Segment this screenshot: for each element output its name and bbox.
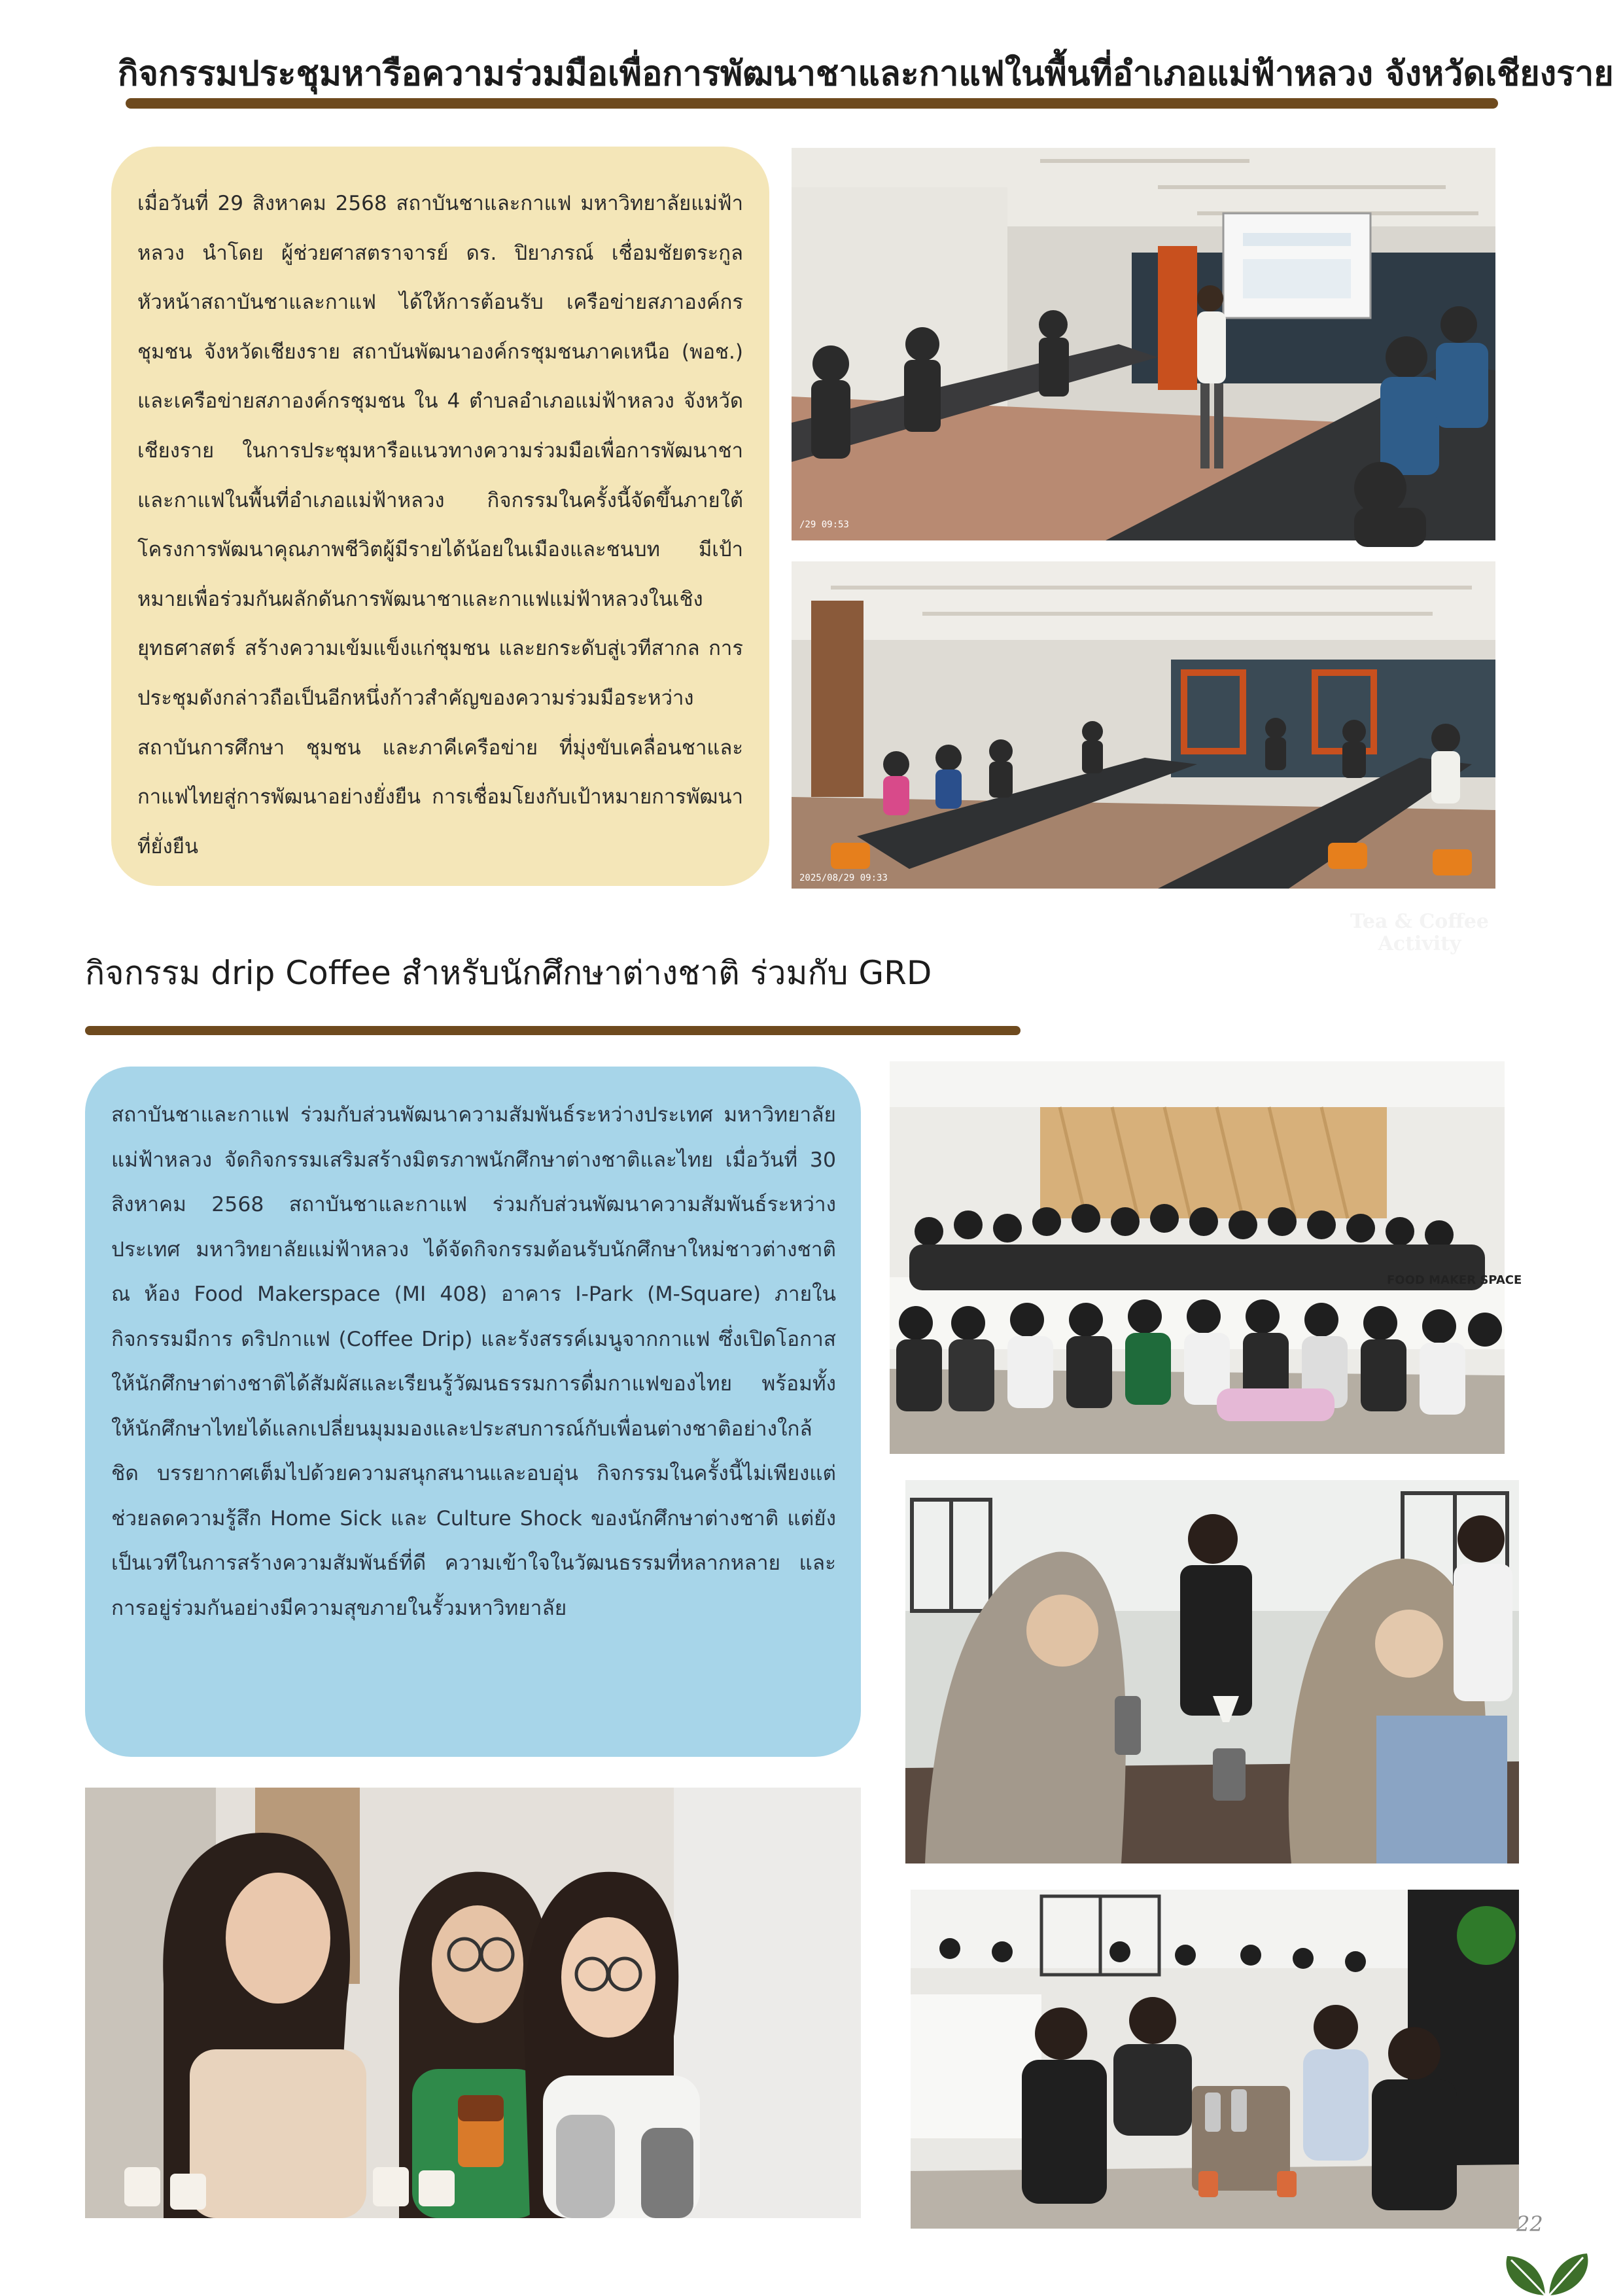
tea-leaf-icon: [1498, 2236, 1596, 2296]
title-underline: [85, 1026, 1021, 1035]
title-underline: [126, 98, 1498, 109]
section2-title: กิจกรรม drip Coffee สำหรับนักศึกษาต่างชาติ ร่วมกับ GRD: [85, 954, 932, 992]
drip-coffee-photo: [905, 1480, 1519, 1863]
watermark-line1: Tea & Coffee: [1350, 910, 1490, 933]
drip-coffee-description-text: สถาบันชาและกาแฟ ร่วมกับส่วนพัฒนาความสัมพันธ์ระหว่างประเทศ มหาวิทยาลัยแม่ฟ้าหลวง จัดกิจกรรมเสริมสร้างมิตรภาพนักศึกษาต่างชาติและไทย เมื่อวันที่ 30 สิงหาคม 2568 สถาบันชาและกาแฟ ร่วมกับส่วนพัฒนาความสัมพันธ์ระหว่างประเทศ มหาวิทยาลัยแม่ฟ้าหลวง ได้จัดกิจกรรมต้อนรับนักศึกษาใหม่ชาวต่างชาติ ณ ห้อง Food Makerspace (MI 408) อาคาร I-Park (M-Square) ภายในกิจกรรมมีการ ดริปกาแฟ (Coffee Drip) และรังสรรค์เมนูจากกาแฟ ซึ่งเปิดโอกาสให้นักศึกษาต่างชาติได้สัมผัสและเรียนรู้วัฒนธรรมการดื่มกาแฟของไทย พร้อมทั้งให้นักศึกษาไทยได้แลกเปลี่ยนมุมมองและประสบการณ์กับเพื่อนต่างชาติอย่างใกล้ชิด บรรยากาศเต็มไปด้วยความสนุกสนานและอบอุ่น กิจกรรมในครั้งนี้ไม่เพียงแต่ช่วยลดความรู้สึก Home Sick และ Culture Shock ของนักศึกษาต่างชาติ แต่ยังเป็นเวทีในการสร้างความสัมพันธ์ที่ดี ความเข้าใจในวัฒนธรรมที่หลากหลาย และการอยู่ร่วมกันอย่างมีความสุขภายในรั้วมหาวิทยาลัย: [111, 1103, 836, 1620]
photo-timestamp: 2025/08/29 09:33: [799, 873, 888, 883]
photo-timestamp: /29 09:53: [799, 520, 849, 530]
meeting-photo-wide: [792, 561, 1495, 889]
drip-coffee-description-box: [85, 1067, 861, 1757]
page-number: 22: [1516, 2212, 1543, 2236]
coffee-workshop-photo: [911, 1890, 1519, 2229]
watermark: [1331, 911, 1508, 955]
section1-title: กิจกรรมประชุมหารือความร่วมมือเพื่อการพัฒนาชาและกาแฟในพื้นที่อำเภอแม่ฟ้าหลวง จังหวัดเชียงราย: [118, 54, 1614, 94]
meeting-description-text: เมื่อวันที่ 29 สิงหาคม 2568 สถาบันชาและกาแฟ มหาวิทยาลัยแม่ฟ้าหลวง นำโดย ผู้ช่วยศาสตราจารย์ ดร. ปิยาภรณ์ เชื่อมชัยตระกูล หัวหน้าสถาบันชาและกาแฟ ได้ให้การต้อนรับ เครือข่ายสภาองค์กรชุมชน จังหวัดเชียงราย สถาบันพัฒนาองค์กรชุมชนภาคเหนือ (พอช.) และเครือข่ายสภาองค์กรชุมชน ใน 4 ตำบลอำเภอแม่ฟ้าหลวง จังหวัดเชียงราย ในการประชุมหารือแนวทางความร่วมมือเพื่อการพัฒนาชาและกาแฟในพื้นที่อำเภอแม่ฟ้าหลวง กิจกรรมในครั้งนี้จัดขึ้นภายใต้ โครงการพัฒนาคุณภาพชีวิตผู้มีรายได้น้อยในเมืองและชนบท มีเป้าหมายเพื่อร่วมกันผลักดันการพัฒนาชาและกาแฟแม่ฟ้าหลวงในเชิงยุทธศาสตร์ สร้างความเข้มแข็งแก่ชุมชน และยกระดับสู่เวทีสากล การประชุมดังกล่าวถือเป็นอีกหนึ่งก้าวสำคัญของความร่วมมือระหว่างสถาบันการศึกษา ชุมชน และภาคีเครือข่าย ที่มุ่งขับเคลื่อนชาและกาแฟไทยสู่การพัฒนาอย่างยั่งยืน การเชื่อมโยงกับเป้าหมายการพัฒนาที่ยั่งยืน: [137, 192, 743, 858]
watermark-line2: Activity: [1378, 932, 1461, 955]
meeting-photo-presenter: [792, 148, 1495, 540]
food-makerspace-sign: FOOD MAKER SPACE: [1387, 1273, 1522, 1287]
group-photo: [890, 1061, 1522, 1454]
students-with-coffee-photo: [85, 1788, 861, 2218]
meeting-description-box: [111, 147, 769, 886]
